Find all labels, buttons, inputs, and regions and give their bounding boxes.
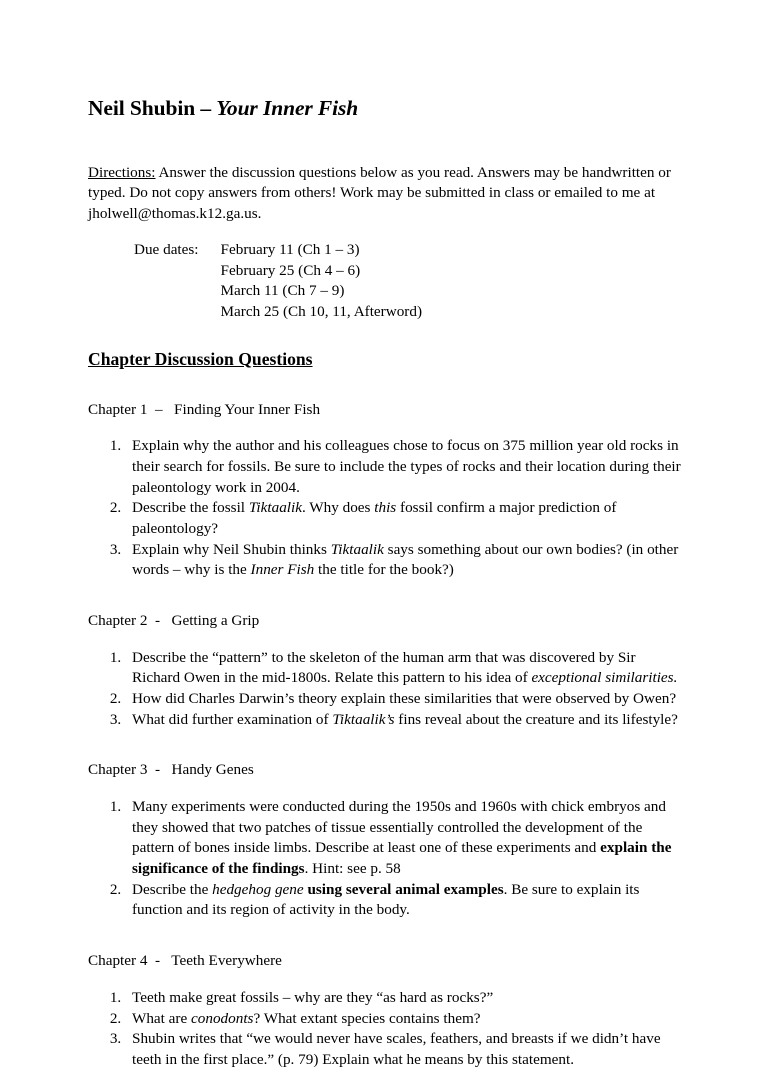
chapters-container	[88, 400, 682, 1071]
chapter-title: Chapter 4 - Teeth Everywhere	[88, 952, 282, 970]
list-item	[125, 988, 682, 1009]
due-date-value: March 25 (Ch 10, 11, Afterword)	[220, 302, 423, 320]
due-dates-table	[88, 240, 422, 323]
list-item	[125, 648, 682, 689]
due-dates-label: Due dates:	[134, 240, 199, 258]
question-text: What did further examination of	[132, 710, 333, 728]
question-text: Many experiments were conducted during the 1950s and 1960s with chick embryos and they showed that two patches of tissue essentially controlled the development of the pattern of bones inside limbs. Describe at least one of these experiments and	[132, 798, 666, 857]
list-item	[125, 689, 682, 710]
question-text: fins reveal about the creature and its lifestyle?	[394, 710, 678, 728]
title-author: Neil Shubin –	[88, 96, 217, 120]
list-item	[125, 797, 682, 880]
chapter-title: Chapter 3 - Handy Genes	[88, 761, 254, 779]
question-text: fossil confirm a major prediction of paleontology?	[132, 499, 617, 538]
due-date-value: March 11 (Ch 7 – 9)	[220, 282, 345, 300]
question-list	[88, 988, 682, 1071]
due-date-value: February 11 (Ch 1 – 3)	[220, 240, 360, 258]
question-text: . Hint: see p. 58	[304, 860, 401, 878]
due-dates-body	[88, 240, 422, 323]
emphasis-italic: this	[374, 499, 397, 517]
question-text: How did Charles Darwin’s theory explain these similarities that were observed by Owen?	[132, 690, 677, 708]
emphasis-italic: Tiktaalik	[248, 499, 302, 517]
question-text: Teeth make great fossils – why are they “as hard as rocks?”	[132, 988, 494, 1006]
list-item	[125, 436, 682, 498]
emphasis-bold: using several animal examples	[307, 880, 504, 898]
emphasis-italic: hedgehog gene	[212, 880, 304, 898]
emphasis-bold: explain the significance of the findings	[132, 839, 672, 878]
directions-label: Directions:	[88, 163, 156, 181]
question-text: Explain why the author and his colleagues chose to focus on 375 million year old rocks in their search for fossils. Be sure to include the types of rocks and their location during their paleontology work in 2004.	[132, 437, 681, 496]
list-item	[125, 1009, 682, 1030]
question-text: What are	[132, 1009, 192, 1027]
question-list	[88, 797, 682, 921]
page-title	[88, 96, 682, 121]
chapter-section-2	[88, 611, 682, 730]
question-text: Describe the “pattern” to the skeleton of the human arm that was discovered by Sir Richard Owen in the mid-1800s. Relate this pattern to his idea of	[132, 648, 636, 687]
due-date-value: February 25 (Ch 4 – 6)	[220, 261, 361, 279]
table-row	[88, 240, 422, 261]
chapter-section-4	[88, 951, 682, 1070]
directions-paragraph	[88, 163, 682, 225]
list-item	[125, 710, 682, 731]
chapter-section-3	[88, 760, 682, 921]
question-text: ? What extant species contains them?	[253, 1009, 481, 1027]
question-list	[88, 648, 682, 731]
question-text: Describe the	[132, 880, 213, 898]
chapter-title: Chapter 1 – Finding Your Inner Fish	[88, 400, 321, 418]
chapter-section-1	[88, 400, 682, 581]
question-list	[88, 436, 682, 581]
chapter-title: Chapter 2 - Getting a Grip	[88, 612, 260, 630]
title-book-name: Your Inner Fish	[216, 96, 359, 120]
emphasis-italic: Tiktaalik	[330, 540, 384, 558]
emphasis-italic: conodonts	[191, 1009, 254, 1027]
question-text: Shubin writes that “we would never have scales, feathers, and breasts if we didn’t have teeth in the first place.” (p. 79) Explain what he means by this statement.	[132, 1030, 661, 1068]
list-item	[125, 880, 682, 921]
question-text: . Be sure to explain its function and its region of activity in the body.	[132, 880, 640, 919]
emphasis-italic: Inner Fish	[250, 561, 315, 579]
list-item	[125, 1029, 682, 1070]
question-text: Describe the fossil	[132, 499, 249, 517]
document-body	[88, 96, 682, 1071]
list-item	[125, 540, 682, 581]
question-text: Explain why Neil Shubin thinks	[132, 540, 331, 558]
emphasis-italic: Tiktaalik’s	[332, 710, 395, 728]
question-text: . Why does	[301, 499, 375, 517]
emphasis-italic: exceptional similarities.	[531, 669, 678, 687]
question-text: says something about our own bodies? (in other words – why is the	[132, 540, 679, 579]
directions-text: Answer the discussion questions below as you read. Answers may be handwritten or typed. Do not copy answers from others! Work may be submitted in class or emailed to me at jholwell@thomas.k12.ga.us.	[88, 163, 671, 223]
section-heading: Chapter Discussion Questions	[88, 348, 313, 369]
list-item	[125, 498, 682, 539]
question-text: the title for the book?)	[314, 561, 454, 579]
